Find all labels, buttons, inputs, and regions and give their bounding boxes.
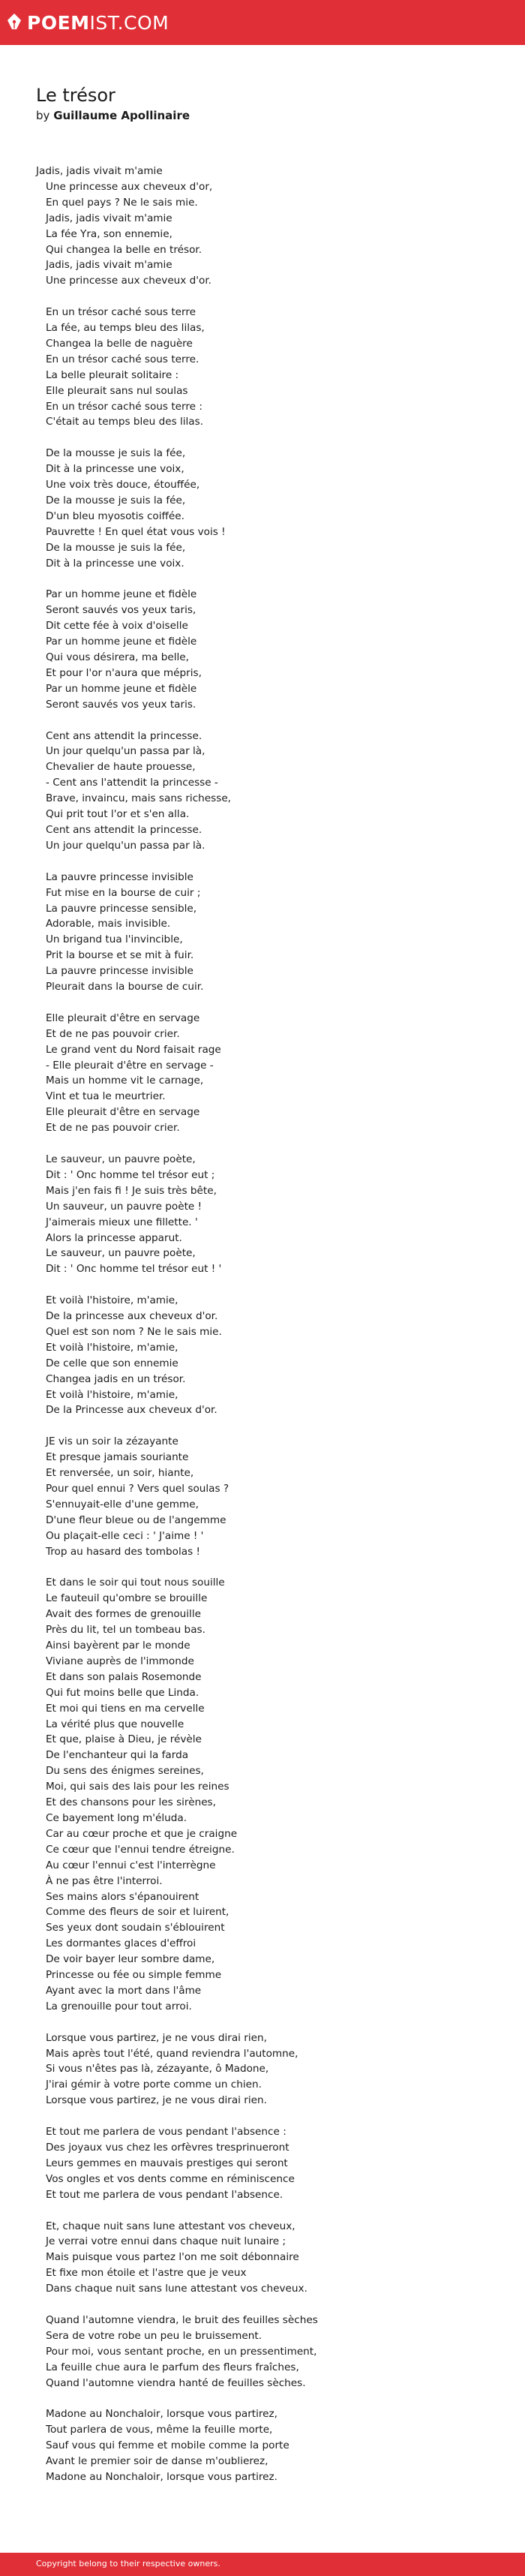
poem-line: Et presque jamais souriante [36,1451,189,1464]
poem-line: Par un homme jeune et fidèle [36,636,197,648]
poem-title: Le trésor [36,85,116,106]
poem-line: Et fixe mon étoile et l'astre que je veux [36,2267,247,2280]
poem-line: Pour moi, vous sentant proche, en un pressentiment, [36,2345,317,2358]
poem-line: Et dans son palais Rosemonde [36,1670,202,1683]
poem-line: Et voilà l'histoire, m'amie, [36,1388,178,1401]
poem-line: Quand l'automne viendra hanté de feuilles sèches. [36,2376,306,2389]
poem-line: Ce cœur que l'ennui tendre étreigne. [36,1843,235,1856]
poem-line: Dit à la princesse une voix. [36,557,184,570]
stanza-break [36,572,501,588]
stanza-break [36,289,501,305]
poem-line: Jadis, jadis vivait m'amie [36,259,172,272]
poem-line: Dit à la princesse une voix, [36,463,184,476]
stanza-break [36,1136,501,1152]
poem-line: Et renversée, un soir, hiante, [36,1467,194,1480]
poem-line: La belle pleurait solitaire : [36,368,179,381]
poem-line: Viviane auprès de l'immonde [36,1655,194,1667]
poem-line: Elle pleurait d'être en servage [36,1011,200,1024]
poem-body [36,164,501,2485]
poem-line: Car au cœur proche et que je craigne [36,1827,238,1840]
poem-line: De l'enchanteur qui la farda [36,1749,189,1762]
poem-line: Le fauteuil qu'ombre se brouille [36,1592,208,1605]
copyright-text: Copyright belong to their respective owners. [36,2559,220,2568]
poem-line: Au cœur l'ennui c'est l'interrègne [36,1859,216,1871]
poem-line: Et que, plaise à Dieu, je révèle [36,1733,202,1746]
poem-line: Seront sauvés vos yeux taris, [36,604,196,617]
poem-line: Tout parlera de vous, même la feuille morte, [36,2424,273,2436]
poem-line: La pauvre princesse invisible [36,965,194,978]
poem-line: Une princesse aux cheveux d'or. [36,275,212,287]
poem-line: Le grand vent du Nord faisait rage [36,1043,221,1056]
poem-line: La feuille chue aura le parfum des fleurs fraîches, [36,2361,299,2373]
poem-line: Avant le premier soir de danse m'oublierez, [36,2455,268,2468]
poem-line: Prit la bourse et se mit à fuir. [36,949,194,962]
stanza-break [36,430,501,446]
poem-line: Changea la belle de naguère [36,337,193,350]
poem-line: De la mousse je suis la fée, [36,541,186,554]
poem-line: Les dormantes glaces d'effroi [36,1937,196,1950]
poem-line: De voir bayer leur sombre dame, [36,1953,215,1966]
poem-line: Mais puisque vous partez l'on me soit débonnaire [36,2251,299,2264]
poem-line: Ce bayement long m'éluda. [36,1812,188,1824]
poem-line: Trop au hasard des tombolas ! [36,1545,200,1558]
poem-line: Dit : ' Onc homme tel trésor eut ! ' [36,1263,222,1276]
poem-line: La grenouille pour tout arroi. [36,2000,192,2012]
poem-line: Et moi qui tiens en ma cervelle [36,1702,205,1715]
poem-line: Un jour quelqu'un passa par là. [36,839,206,852]
poem-line: Adorable, mais invisible. [36,918,171,930]
poem-line: Ou plaçait-elle ceci : ' J'aime ! ' [36,1529,204,1542]
poem-line: Mais un homme vit le carnage, [36,1075,204,1087]
poem-line: Qui vous désirera, ma belle, [36,651,189,664]
poem-line: Et voilà l'histoire, m'amie, [36,1341,178,1354]
poem-line: Un brigand tua l'invincible, [36,933,183,946]
poem-line: Et tout me parlera de vous pendant l'absence : [36,2126,286,2139]
poem-line: La vérité plus que nouvelle [36,1718,184,1730]
poem-line: Et des chansons pour les sirènes, [36,1796,216,1809]
poem-line: Le sauveur, un pauvre poète, [36,1153,196,1165]
poem-header [36,84,501,123]
brand-light: IST.COM [89,11,170,34]
poem-line: Par un homme jeune et fidèle [36,588,197,601]
poem-line: Et, chaque nuit sans lune attestant vos cheveux, [36,2220,296,2232]
poem-line: Et voilà l'histoire, m'amie, [36,1294,178,1307]
poem-line: La pauvre princesse sensible, [36,902,197,915]
poem-line: Dit cette fée à voix d'oiselle [36,620,188,633]
poem-line: Ses mains alors s'épanouirent [36,1890,200,1903]
poem-line: En un trésor caché sous terre [36,306,196,319]
poem-line: Lorsque vous partirez, je ne vous dirai rien, [36,2031,267,2044]
poem-line: - Cent ans l'attendit la princesse - [36,777,218,789]
poem-line: S'ennuyait-elle d'une gemme, [36,1498,199,1510]
poem-line: Fut mise en la bourse de cuir ; [36,886,201,899]
poem-line: En un trésor caché sous terre. [36,353,200,365]
poem-line: De la mousse je suis la fée, [36,494,186,506]
stanza-break [36,1418,501,1434]
stanza-break [36,1560,501,1576]
poem-line: Elle pleurait sans nul soulas [36,384,188,397]
poem-line: Chevalier de haute prouesse, [36,761,196,774]
poem-line: Près du lit, tel un tombeau bas. [36,1624,206,1637]
site-logo[interactable] [6,11,169,35]
poem-line: Par un homme jeune et fidèle [36,682,197,695]
poem-line: Mais j'en fais fi ! Je suis très bête, [36,1184,217,1197]
poem-line: Une voix très douce, étouffée, [36,479,200,491]
poem-line: - Elle pleurait d'être en servage - [36,1059,214,1072]
poem-line: Du sens des énigmes sereines, [36,1765,204,1778]
poem-line: Ses yeux dont soudain s'éblouirent [36,1922,225,1934]
poem-line: Changea jadis en un trésor. [36,1372,186,1385]
poem-line: JE vis un soir la zézayante [36,1435,178,1448]
poem-line: De la princesse aux cheveux d'or. [36,1310,218,1323]
stanza-break [36,2015,501,2030]
poem-line: Quand l'automne viendra, le bruit des feuilles sèches [36,2313,318,2326]
stanza-break [36,854,501,870]
poem-line: Pauvrette ! En quel état vous vois ! [36,525,226,538]
poem-line: Et pour l'or n'aura que mépris, [36,666,202,679]
poem-line: D'une fleur bleue ou de l'angemme [36,1513,226,1526]
poem-line: Pleurait dans la bourse de cuir. [36,981,204,993]
by-label: by [36,109,50,122]
poem-line: Cent ans attendit la princesse. [36,824,202,836]
stanza-break [36,2109,501,2124]
poem-line: Je verrai votre ennui dans chaque nuit lunaire ; [36,2235,286,2248]
poem-line: Et de ne pas pouvoir crier. [36,1027,180,1040]
poem-line: Une princesse aux cheveux d'or, [36,180,213,193]
stanza-break [36,2391,501,2406]
poem-line: Brave, invaincu, mais sans richesse, [36,792,232,805]
poem-line: Des joyaux vus chez les orfèvres tresprinueront [36,2142,290,2154]
poem-line: J'aimerais mieux une fillette. ' [36,1216,198,1228]
stanza-break [36,1277,501,1293]
poem-line: À ne pas être l'interroi. [36,1874,163,1887]
poem-line: Cent ans attendit la princesse. [36,729,202,742]
brand-bold: POEM [27,11,90,34]
poem-line: Comme des fleurs de soir et luirent, [36,1906,230,1919]
poem-line: Ayant avec la mort dans l'âme [36,1984,202,1997]
poem-line: Vint et tua le meurtrier. [36,1090,166,1103]
pen-nib-icon [6,13,22,32]
poem-line: Qui fut moins belle que Linda. [36,1686,200,1699]
poem-line: Sera de votre robe un peu le bruissement. [36,2329,262,2342]
poem-line: J'irai gémir à votre porte comme un chien. [36,2079,262,2091]
poem-line: Jadis, jadis vivait m'amie [36,165,163,177]
poem-line: La fée Yra, son ennemie, [36,227,172,240]
poem-line: Elle pleurait d'être en servage [36,1106,200,1119]
poem-line: De la Princesse aux cheveux d'or. [36,1404,218,1417]
poem-line: Si vous n'êtes pas là, zézayante, ô Madone, [36,2063,269,2076]
poem-line: Jadis, jadis vivait m'amie [36,212,172,224]
poem-line: Madone au Nonchaloir, lorsque vous partirez, [36,2408,278,2421]
poem-line: Madone au Nonchaloir, lorsque vous partirez. [36,2470,278,2483]
poem-line: Et dans le soir qui tout nous souille [36,1577,225,1589]
poem-byline [36,108,501,123]
poem-line: Vos ongles et vos dents comme en réminiscence [36,2172,295,2185]
stanza-break [36,713,501,729]
poem-line: D'un bleu myosotis coiffée. [36,509,184,522]
poem-line: Dit : ' Onc homme tel trésor eut ; [36,1168,215,1181]
poem-line: De la mousse je suis la fée, [36,447,186,460]
author-name[interactable]: Guillaume Apollinaire [53,109,190,122]
stanza-break [36,2203,501,2219]
site-header [0,0,525,45]
poem-line: Avait des formes de grenouille [36,1608,201,1621]
poem-line: Ainsi bayèrent par le monde [36,1640,190,1652]
stanza-break [36,995,501,1011]
poem-line: La fée, au temps bleu des lilas, [36,322,205,335]
poem-line: La pauvre princesse invisible [36,870,194,883]
poem-line: Un sauveur, un pauvre poète ! [36,1200,202,1213]
poem-line: Et tout me parlera de vous pendant l'absence. [36,2188,284,2201]
poem-line: Moi, qui sais des lais pour les reines [36,1781,230,1793]
poem-line: Lorsque vous partirez, je ne vous dirai rien. [36,2094,267,2107]
poem-line: Alors la princesse apparut. [36,1231,182,1244]
poem-line: Quel est son nom ? Ne le sais mie. [36,1325,222,1338]
poem-line: Princesse ou fée ou simple femme [36,1969,222,1982]
poem-line: Qui changea la belle en trésor. [36,243,202,256]
site-footer [0,2553,525,2576]
poem-line: Dans chaque nuit sans lune attestant vos cheveux. [36,2283,308,2295]
poem-line: De celle que son ennemie [36,1357,178,1369]
poem-line: En un trésor caché sous terre : [36,400,202,413]
stanza-break [36,2297,501,2313]
poem-line: Mais après tout l'été, quand reviendra l'automne, [36,2047,298,2060]
poem-line: Un jour quelqu'un passa par là, [36,745,206,758]
poem-line: En quel pays ? Ne le sais mie. [36,196,198,209]
poem-line: Leurs gemmes en mauvais prestiges qui seront [36,2157,288,2169]
poem-line: Seront sauvés vos yeux taris. [36,698,196,711]
poem-line: C'était au temps bleu des lilas. [36,416,204,428]
poem-line: Pour quel ennui ? Vers quel soulas ? [36,1482,230,1495]
poem-line: Sauf vous qui femme et mobile comme la porte [36,2439,290,2452]
poem-line: Et de ne pas pouvoir crier. [36,1122,180,1135]
poem-line: Le sauveur, un pauvre poète, [36,1247,196,1260]
poem-line: Qui prit tout l'or et s'en alla. [36,808,190,821]
